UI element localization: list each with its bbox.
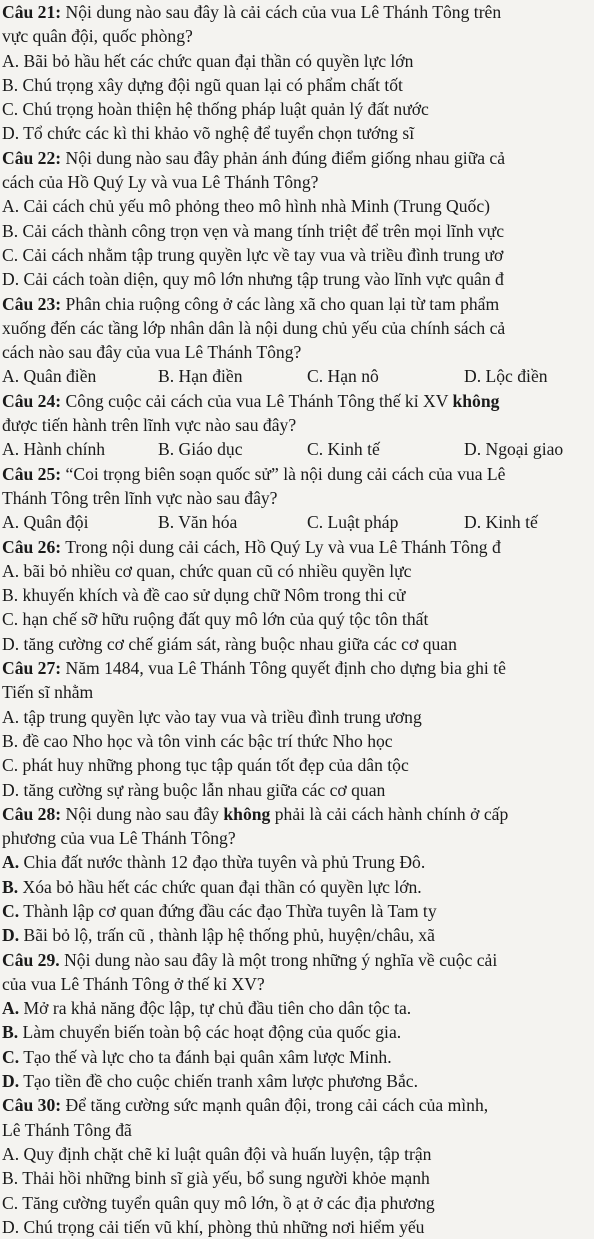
question-25-stem-1: Câu 25: “Coi trọng biên soạn quốc sử” là nội dung cải cách của vua Lê <box>2 463 506 484</box>
question-23-options <box>2 364 594 388</box>
question-21-option-d: D. Tổ chức các kì thi khảo võ nghệ để tuyển chọn tướng sĩ <box>2 123 415 144</box>
question-29-stem-2: của vua Lê Thánh Tông ở thế kỉ XV? <box>2 973 265 994</box>
question-29-option-b: B. Làm chuyển biến toàn bộ các hoạt động của quốc gia. <box>2 1022 402 1043</box>
question-28-option-a: A. Chia đất nước thành 12 đạo thừa tuyên và phủ Trung Đô. <box>2 852 426 873</box>
question-26-option-a: A. bãi bỏ nhiều cơ quan, chức quan cũ có nhiều quyền lực <box>2 560 412 581</box>
question-22-stem-2: cách của Hồ Quý Ly và vua Lê Thánh Tông? <box>2 172 319 193</box>
question-30-option-c: C. Tăng cường tuyển quân quy mô lớn, ồ ạt ở các địa phương <box>2 1192 435 1213</box>
question-23-option-d: D. Lộc điền <box>464 366 548 387</box>
question-27-option-b: B. đề cao Nho học và tôn vinh các bậc trí thức Nho học <box>2 730 393 751</box>
question-21-option-a: A. Bãi bỏ hầu hết các chức quan đại thần có quyền lực lớn <box>2 50 414 71</box>
question-25-option-a: A. Quân đội <box>2 512 89 533</box>
question-25-stem-2: Thánh Tông trên lĩnh vực nào sau đây? <box>2 487 278 508</box>
question-28-option-c: C. Thành lập cơ quan đứng đầu các đạo Thừa tuyên là Tam ty <box>2 900 437 921</box>
question-24-stem-2: được tiến hành trên lĩnh vực nào sau đây? <box>2 415 297 436</box>
question-23-stem-3: cách nào sau đây của vua Lê Thánh Tông? <box>2 342 302 363</box>
question-25-option-b: B. Văn hóa <box>158 512 238 533</box>
question-23-stem-1: Câu 23: Phân chia ruộng công ở các làng xã cho quan lại từ tam phẩm <box>2 293 500 314</box>
question-24-option-c: C. Kinh tế <box>307 439 380 460</box>
question-26-option-b: B. khuyến khích và đề cao sử dụng chữ Nôm trong thi cử <box>2 585 406 606</box>
question-26-stem-1: Câu 26: Trong nội dung cải cách, Hồ Quý Ly và vua Lê Thánh Tông đ <box>2 536 501 557</box>
question-25-options <box>2 510 594 534</box>
question-22-option-d: D. Cải cách toàn diện, quy mô lớn nhưng tập trung vào lĩnh vực quân đ <box>2 269 504 290</box>
question-24-options <box>2 437 594 461</box>
question-22-option-b: B. Cải cách thành công trọn vẹn và mang tính triệt để trên mọi lĩnh vực <box>2 220 505 241</box>
question-27-option-c: C. phát huy những phong tục tập quán tốt đẹp của dân tộc <box>2 755 409 776</box>
question-24-option-a: A. Hành chính <box>2 439 106 460</box>
question-27-stem-1: Câu 27: Năm 1484, vua Lê Thánh Tông quyết định cho dựng bia ghi tê <box>2 658 506 679</box>
question-23-stem-2: xuống đến các tầng lớp nhân dân là nội dung chủ yếu của chính sách cả <box>2 317 506 338</box>
question-21-option-c: C. Chú trọng hoàn thiện hệ thống pháp luật quản lý đất nước <box>2 99 429 120</box>
question-23-option-b: B. Hạn điền <box>158 366 243 387</box>
question-26-option-c: C. hạn chế sỡ hữu ruộng đất quy mô lớn của quý tộc tôn thất <box>2 609 429 630</box>
question-21-stem-1: Câu 21: Nội dung nào sau đây là cải cách của vua Lê Thánh Tông trên <box>2 2 502 22</box>
question-24-option-d: D. Ngoại giao <box>464 439 564 460</box>
question-30-stem-1: Câu 30: Để tăng cường sức mạnh quân đội, trong cải cách của mình, <box>2 1095 489 1116</box>
question-22-stem-1: Câu 22: Nội dung nào sau đây phản ánh đúng điểm giống nhau giữa cả <box>2 147 506 168</box>
question-23-option-a: A. Quân điền <box>2 366 97 387</box>
question-30-option-b: B. Thải hồi những binh sĩ già yếu, bổ sung người khỏe mạnh <box>2 1168 430 1189</box>
question-27-option-a: A. tập trung quyền lực vào tay vua và triều đình trung ương <box>2 706 422 727</box>
question-22-option-a: A. Cải cách chủ yếu mô phỏng theo mô hình nhà Minh (Trung Quốc) <box>2 196 490 217</box>
question-25-option-d: D. Kinh tế <box>464 512 538 533</box>
question-21-option-b: B. Chú trọng xây dựng đội ngũ quan lại có phẩm chất tốt <box>2 74 403 95</box>
question-25-option-c: C. Luật pháp <box>307 512 399 533</box>
question-24-stem-1: Câu 24: Công cuộc cải cách của vua Lê Thánh Tông thế kỉ XV không <box>2 390 500 411</box>
question-28-stem-2: phương của vua Lê Thánh Tông? <box>2 828 236 849</box>
question-28-option-b: B. Xóa bỏ hầu hết các chức quan đại thần có quyền lực lớn. <box>2 876 422 897</box>
question-28-option-d: D. Bãi bỏ lộ, trấn cũ , thành lập hệ thống phủ, huyện/châu, xã <box>2 925 435 946</box>
question-22-option-c: C. Cải cách nhằm tập trung quyền lực về tay vua và triều đình trung ươ <box>2 244 504 265</box>
question-29-option-d: D. Tạo tiền đề cho cuộc chiến tranh xâm lược phương Bắc. <box>2 1071 418 1092</box>
question-27-stem-2: Tiến sĩ nhằm <box>2 682 94 703</box>
question-30-option-d-cut: D. Chú trọng cải tiến vũ khí, phòng thủ những nơi hiểm yếu <box>2 1216 425 1237</box>
question-23-option-c: C. Hạn nô <box>307 366 379 387</box>
question-29-stem-1: Câu 29. Nội dung nào sau đây là một trong những ý nghĩa về cuộc cải <box>2 949 498 970</box>
question-27-option-d: D. tăng cường sự ràng buộc lẫn nhau giữa các cơ quan <box>2 779 386 800</box>
question-28-stem-1: Câu 28: Nội dung nào sau đây không phải là cải cách hành chính ở cấp <box>2 803 509 824</box>
question-30-stem-2: Lê Thánh Tông đã <box>2 1119 132 1140</box>
question-26-option-d: D. tăng cường cơ chế giám sát, ràng buộc nhau giữa các cơ quan <box>2 633 457 654</box>
question-29-option-c: C. Tạo thế và lực cho ta đánh bại quân xâm lược Minh. <box>2 1046 392 1067</box>
question-30-option-a: A. Quy định chặt chẽ kỉ luật quân đội và huấn luyện, tập trận <box>2 1143 432 1164</box>
question-24-option-b: B. Giáo dục <box>158 439 243 460</box>
question-29-option-a: A. Mở ra khả năng độc lập, tự chủ đầu tiên cho dân tộc ta. <box>2 998 412 1019</box>
question-21-stem-2: vực quân đội, quốc phòng? <box>2 26 193 47</box>
